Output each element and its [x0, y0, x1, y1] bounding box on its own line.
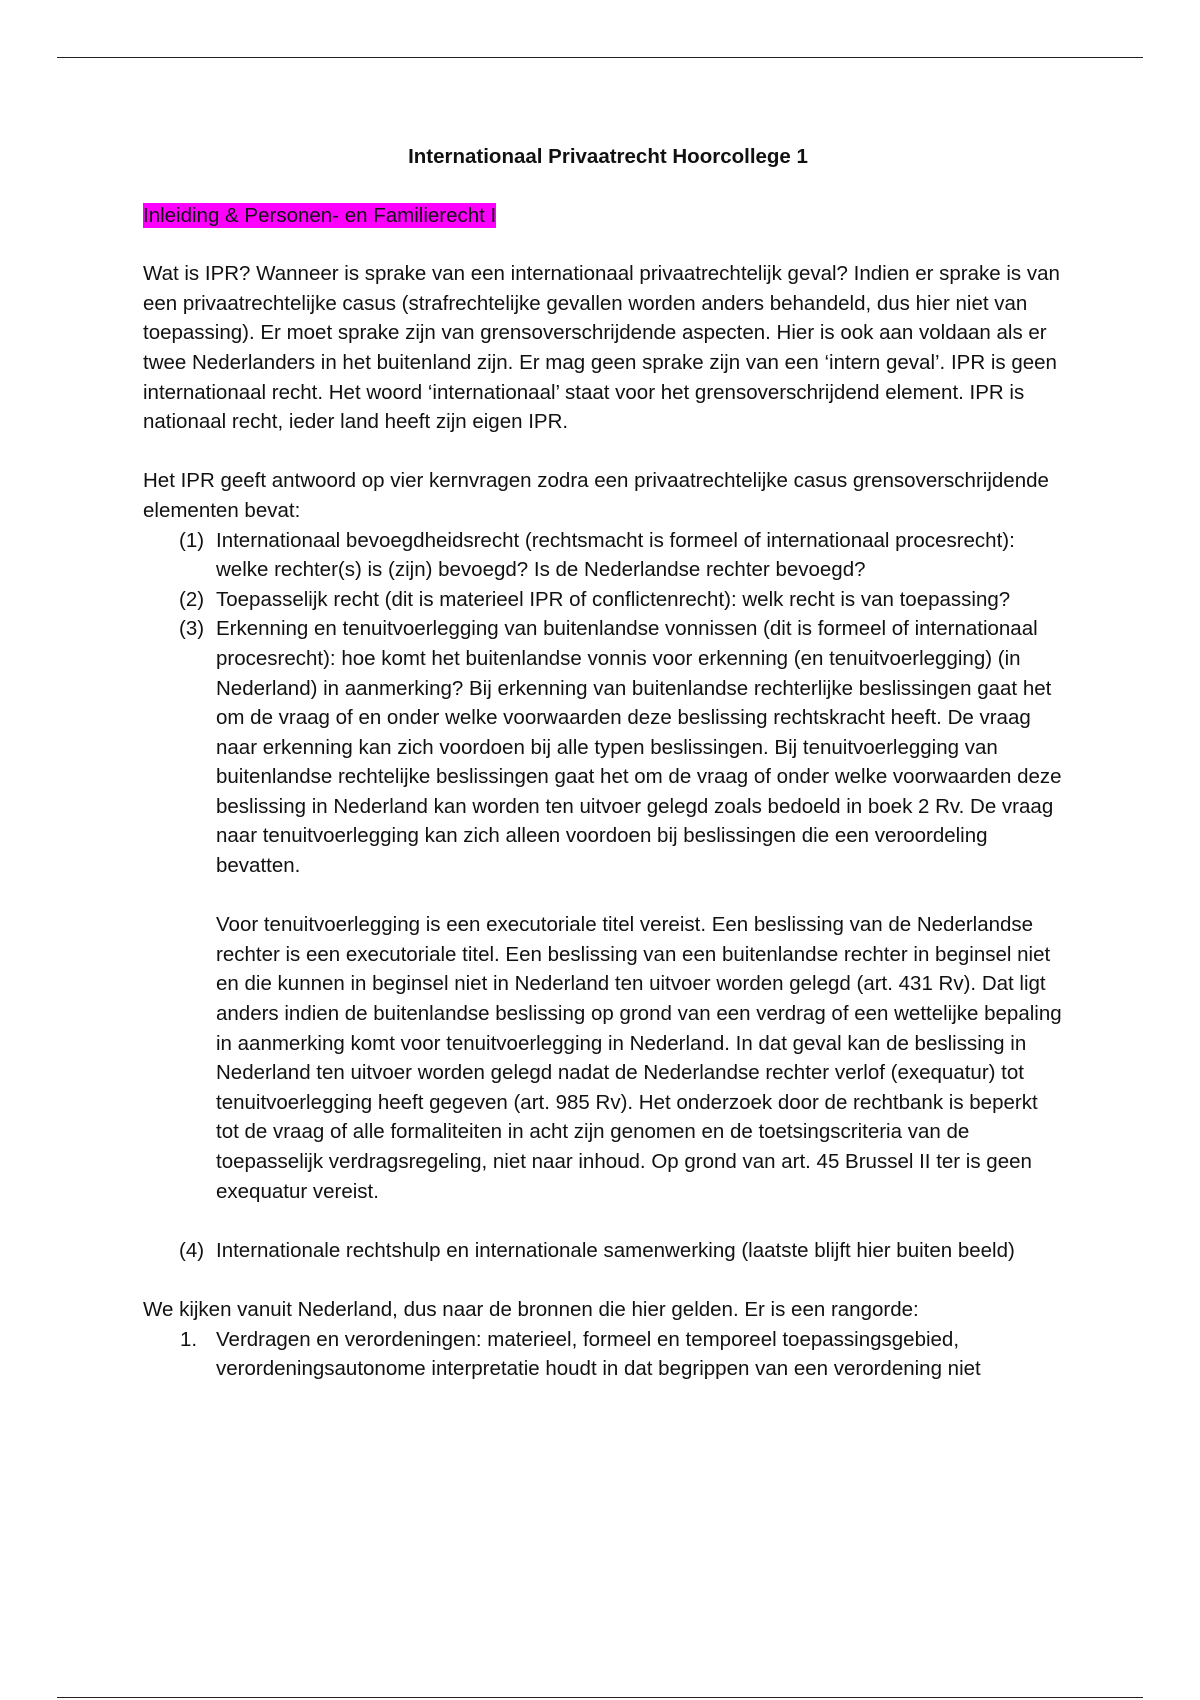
intro-paragraph: Wat is IPR? Wanneer is sprake van een internationaal privaatrechtelijk geval? Indien er sprake is van een privaatrechtelijke casus (strafrechtelijke gevallen worden anders behandeld, dus hier niet van toepassing). Er moet sprake zijn van grensoverschrijdende aspecten. Hier is ook aan voldaan als er twee Nederlanders in het buitenland zijn. Er mag geen sprake zijn van een ‘intern geval’. IPR is geen internationaal recht. Het woord ‘internationaal’ staat voor het grensoverschrijdend element. IPR is nationaal recht, ieder land heeft zijn eigen IPR.	[143, 262, 1060, 434]
list-item	[143, 585, 1063, 615]
sources-list	[143, 1325, 1063, 1384]
list-item-number: (2)	[179, 587, 205, 611]
document-body	[143, 142, 1063, 1384]
sources-intro: We kijken vanuit Nederland, dus naar de bronnen die hier gelden. Er is een rangorde:	[143, 1297, 919, 1321]
core-questions-list-continued	[143, 1236, 1063, 1266]
list-item-text: Internationale rechtshulp en internationale samenwerking (laatste blijft hier buiten beeld)	[216, 1238, 1015, 1262]
core-questions-intro: Het IPR geeft antwoord op vier kernvragen zodra een privaatrechtelijke casus grensoverschrijdende elementen bevat:	[143, 469, 1049, 522]
list-item	[143, 1325, 1063, 1384]
list-item-text: Erkenning en tenuitvoerlegging van buitenlandse vonnissen (dit is formeel of internationaal procesrecht): hoe komt het buitenlandse vonnis voor erkenning (en tenuitvoerlegging) (in Nederland) in aanmerking? Bij erkenning van buitenlandse rechterlijke beslissingen gaat het om de vraag of en onder welke voorwaarden deze beslissing rechtskracht heeft. De vraag naar erkenning kan zich voordoen bij alle typen beslissingen. Bij tenuitvoerlegging van buitenlandse rechtelijke beslissingen gaat het om de vraag of onder welke voorwaarden deze beslissing in Nederland kan worden ten uitvoer gelegd zoals bedoeld in boek 2 Rv. De vraag naar tenuitvoerlegging kan zich alleen voordoen bij beslissingen die een veroordeling bevatten.	[216, 617, 1062, 878]
core-questions-list	[143, 526, 1063, 881]
header-rule	[57, 57, 1143, 58]
section-heading	[143, 201, 1063, 231]
list-item	[143, 614, 1063, 880]
list-item	[143, 1236, 1063, 1266]
footer-rule	[57, 1697, 1143, 1698]
list-item-text: Toepasselijk recht (dit is materieel IPR of conflictenrecht): welk recht is van toepassing?	[216, 587, 1011, 611]
list-item-text: Internationaal bevoegdheidsrecht (rechtsmacht is formeel of internationaal procesrecht): welke rechter(s) is (zijn) bevoegd? Is de Nederlandse rechter bevoegd?	[216, 528, 1015, 582]
list-item-text: Verdragen en verordeningen: materieel, formeel en temporeel toepassingsgebied, verordeningsautonome interpretatie houdt in dat begrippen van een verordening niet	[216, 1327, 981, 1381]
document-title: Internationaal Privaatrecht Hoorcollege 1	[408, 145, 808, 168]
list-item-number: 1.	[180, 1327, 198, 1351]
list-item-number: (3)	[179, 617, 205, 641]
highlighted-subtitle: Inleiding & Personen- en Familierecht I	[143, 203, 497, 227]
list-item	[143, 526, 1063, 585]
enforcement-paragraph: Voor tenuitvoerlegging is een executoriale titel vereist. Een beslissing van de Nederlandse rechter is een executoriale titel. Een beslissing van een buitenlandse rechter in beginsel niet en die kunnen in beginsel niet in Nederland ten uitvoer worden gelegd (art. 431 Rv). Dat ligt anders indien de buitenlandse beslissing op grond van een verdrag of een wettelijke bepaling in aanmerking komt voor tenuitvoerlegging in Nederland. In dat geval kan de beslissing in Nederland ten uitvoer worden gelegd nadat de Nederlandse rechter verlof (exequatur) tot tenuitvoerlegging heeft gegeven (art. 985 Rv). Het onderzoek door de rechtbank is beperkt tot de vraag of alle formaliteiten in acht zijn genomen en de toetsingscriteria van de toepasselijk verdragsregeling, niet naar inhoud. Op grond van art. 45 Brussel II ter is geen exequatur vereist.	[216, 913, 1062, 1203]
list-item-number: (1)	[179, 528, 205, 552]
list-item-number: (4)	[179, 1238, 205, 1262]
